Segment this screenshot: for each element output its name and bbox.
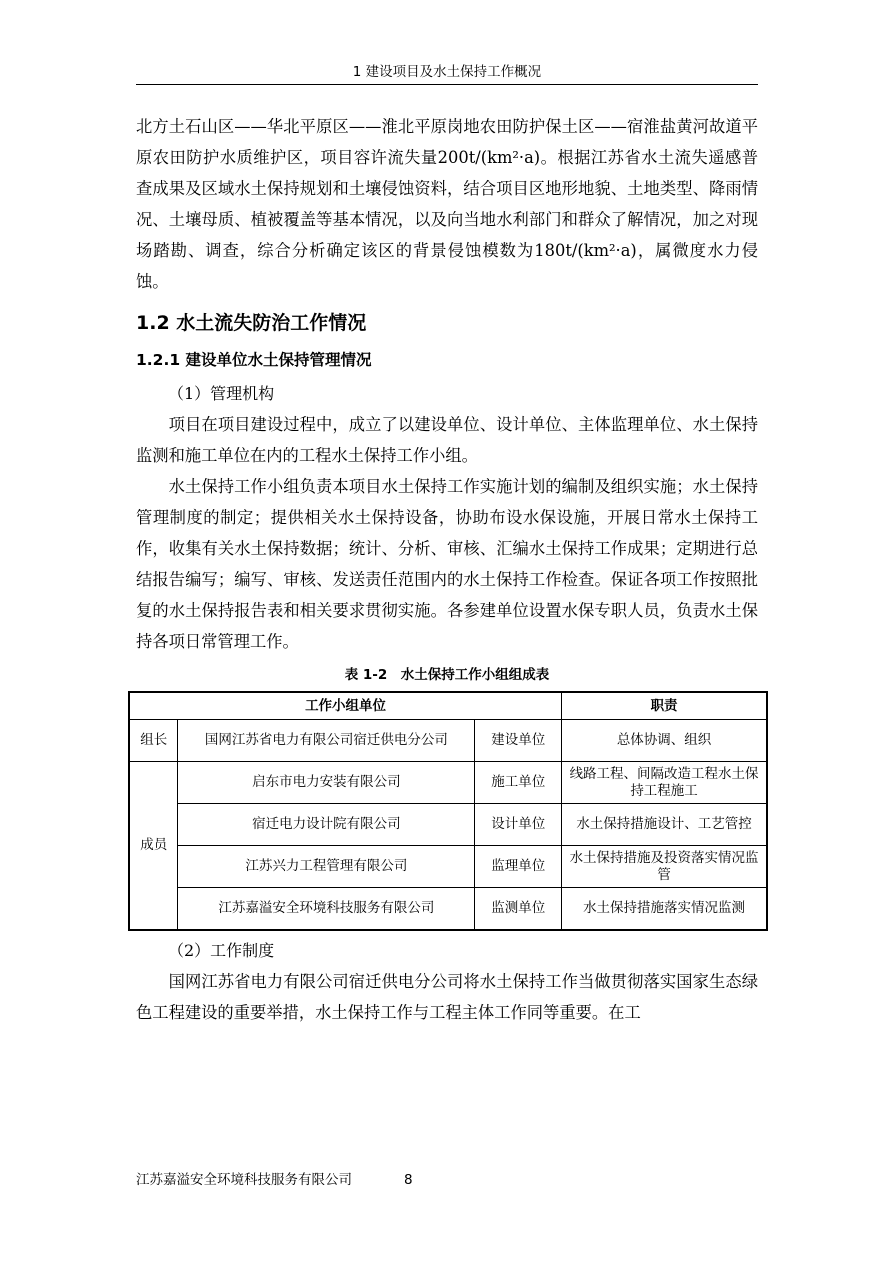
subheading-work-system: （2）工作制度 — [168, 941, 275, 960]
duty-cell: 水土保持措施落实情况监测 — [562, 888, 767, 931]
duty-cell: 水土保持措施设计、工艺管控 — [562, 804, 767, 846]
role-cell: 成员 — [129, 762, 178, 931]
paragraph-intro: 北方土石山区——华北平原区——淮北平原岗地农田防护保土区——宿淮盐黄河故道平原农田防护水质维护区，项目容许流失量200t/(km²·a)。根据江苏省水土流失遥感普查成果及区域水土保持规划和土壤侵蚀资料，结合项目区地形地貌、土地类型、降雨情况、土壤母质、植被覆盖等基本情况，以及向当地水利部门和群众了解情况，加之对现场踏勘、调查，综合分析确定该区的背景侵蚀模数为180t/(km²·a)，属微度水力侵蚀。 — [136, 117, 758, 291]
duty-cell: 水土保持措施及投资落实情况监管 — [562, 846, 767, 888]
unit-type-cell: 监测单位 — [475, 888, 562, 931]
unit-type-cell: 设计单位 — [475, 804, 562, 846]
page-number: 8 — [404, 1172, 413, 1188]
table-caption: 表 1-2 水土保持工作小组组成表 — [344, 667, 550, 683]
subheading-management: （1）管理机构 — [168, 384, 275, 403]
table-header-row — [129, 692, 767, 720]
duty-cell: 线路工程、间隔改造工程水土保持工程施工 — [562, 762, 767, 804]
paragraph-duties: 水土保持工作小组负责本项目水土保持工作实施计划的编制及组织实施；水土保持管理制度的制定；提供相关水土保持设备，协助布设水保设施，开展日常水土保持工作，收集有关水土保持数据；统计、分析、审核、汇编水土保持工作成果；定期进行总结报告编写；编写、审核、发送责任范围内的水土保持工作检查。保证各项工作按照批复的水土保持报告表和相关要求贯彻实施。各参建单位设置水保专职人员，负责水土保持各项日常管理工作。 — [136, 477, 758, 651]
section-heading-1-2-1: 1.2.1 建设单位水土保持管理情况 — [136, 351, 372, 369]
table-header-unit: 工作小组单位 — [129, 692, 562, 720]
unit-type-cell: 监理单位 — [475, 846, 562, 888]
members-table — [128, 691, 768, 931]
unit-name-cell: 宿迁电力设计院有限公司 — [178, 804, 475, 846]
footer-company: 江苏嘉溢安全环境科技服务有限公司 — [136, 1172, 352, 1188]
table-row — [129, 804, 767, 846]
unit-type-cell: 施工单位 — [475, 762, 562, 804]
unit-name-cell: 国网江苏省电力有限公司宿迁供电分公司 — [178, 720, 475, 762]
unit-type-cell: 建设单位 — [475, 720, 562, 762]
page-content — [136, 111, 758, 1028]
table-row — [129, 846, 767, 888]
paragraph-work-system: 国网江苏省电力有限公司宿迁供电分公司将水土保持工作当做贯彻落实国家生态绿色工程建设的重要举措，水土保持工作与工程主体工作同等重要。在工 — [136, 972, 758, 1022]
table-row — [129, 762, 767, 804]
role-cell: 组长 — [129, 720, 178, 762]
unit-name-cell: 江苏兴力工程管理有限公司 — [178, 846, 475, 888]
unit-name-cell: 江苏嘉溢安全环境科技服务有限公司 — [178, 888, 475, 931]
table-row — [129, 720, 767, 762]
page-header: 1 建设项目及水土保持工作概况 — [352, 64, 542, 80]
table-header-duty: 职责 — [562, 692, 767, 720]
duty-cell: 总体协调、组织 — [562, 720, 767, 762]
section-heading-1-2: 1.2 水土流失防治工作情况 — [136, 312, 367, 334]
paragraph-organization: 项目在项目建设过程中，成立了以建设单位、设计单位、主体监理单位、水土保持监测和施工单位在内的工程水土保持工作小组。 — [136, 415, 758, 465]
unit-name-cell: 启东市电力安装有限公司 — [178, 762, 475, 804]
page-footer — [136, 1170, 413, 1190]
header-rule — [136, 84, 758, 85]
table-row — [129, 888, 767, 931]
